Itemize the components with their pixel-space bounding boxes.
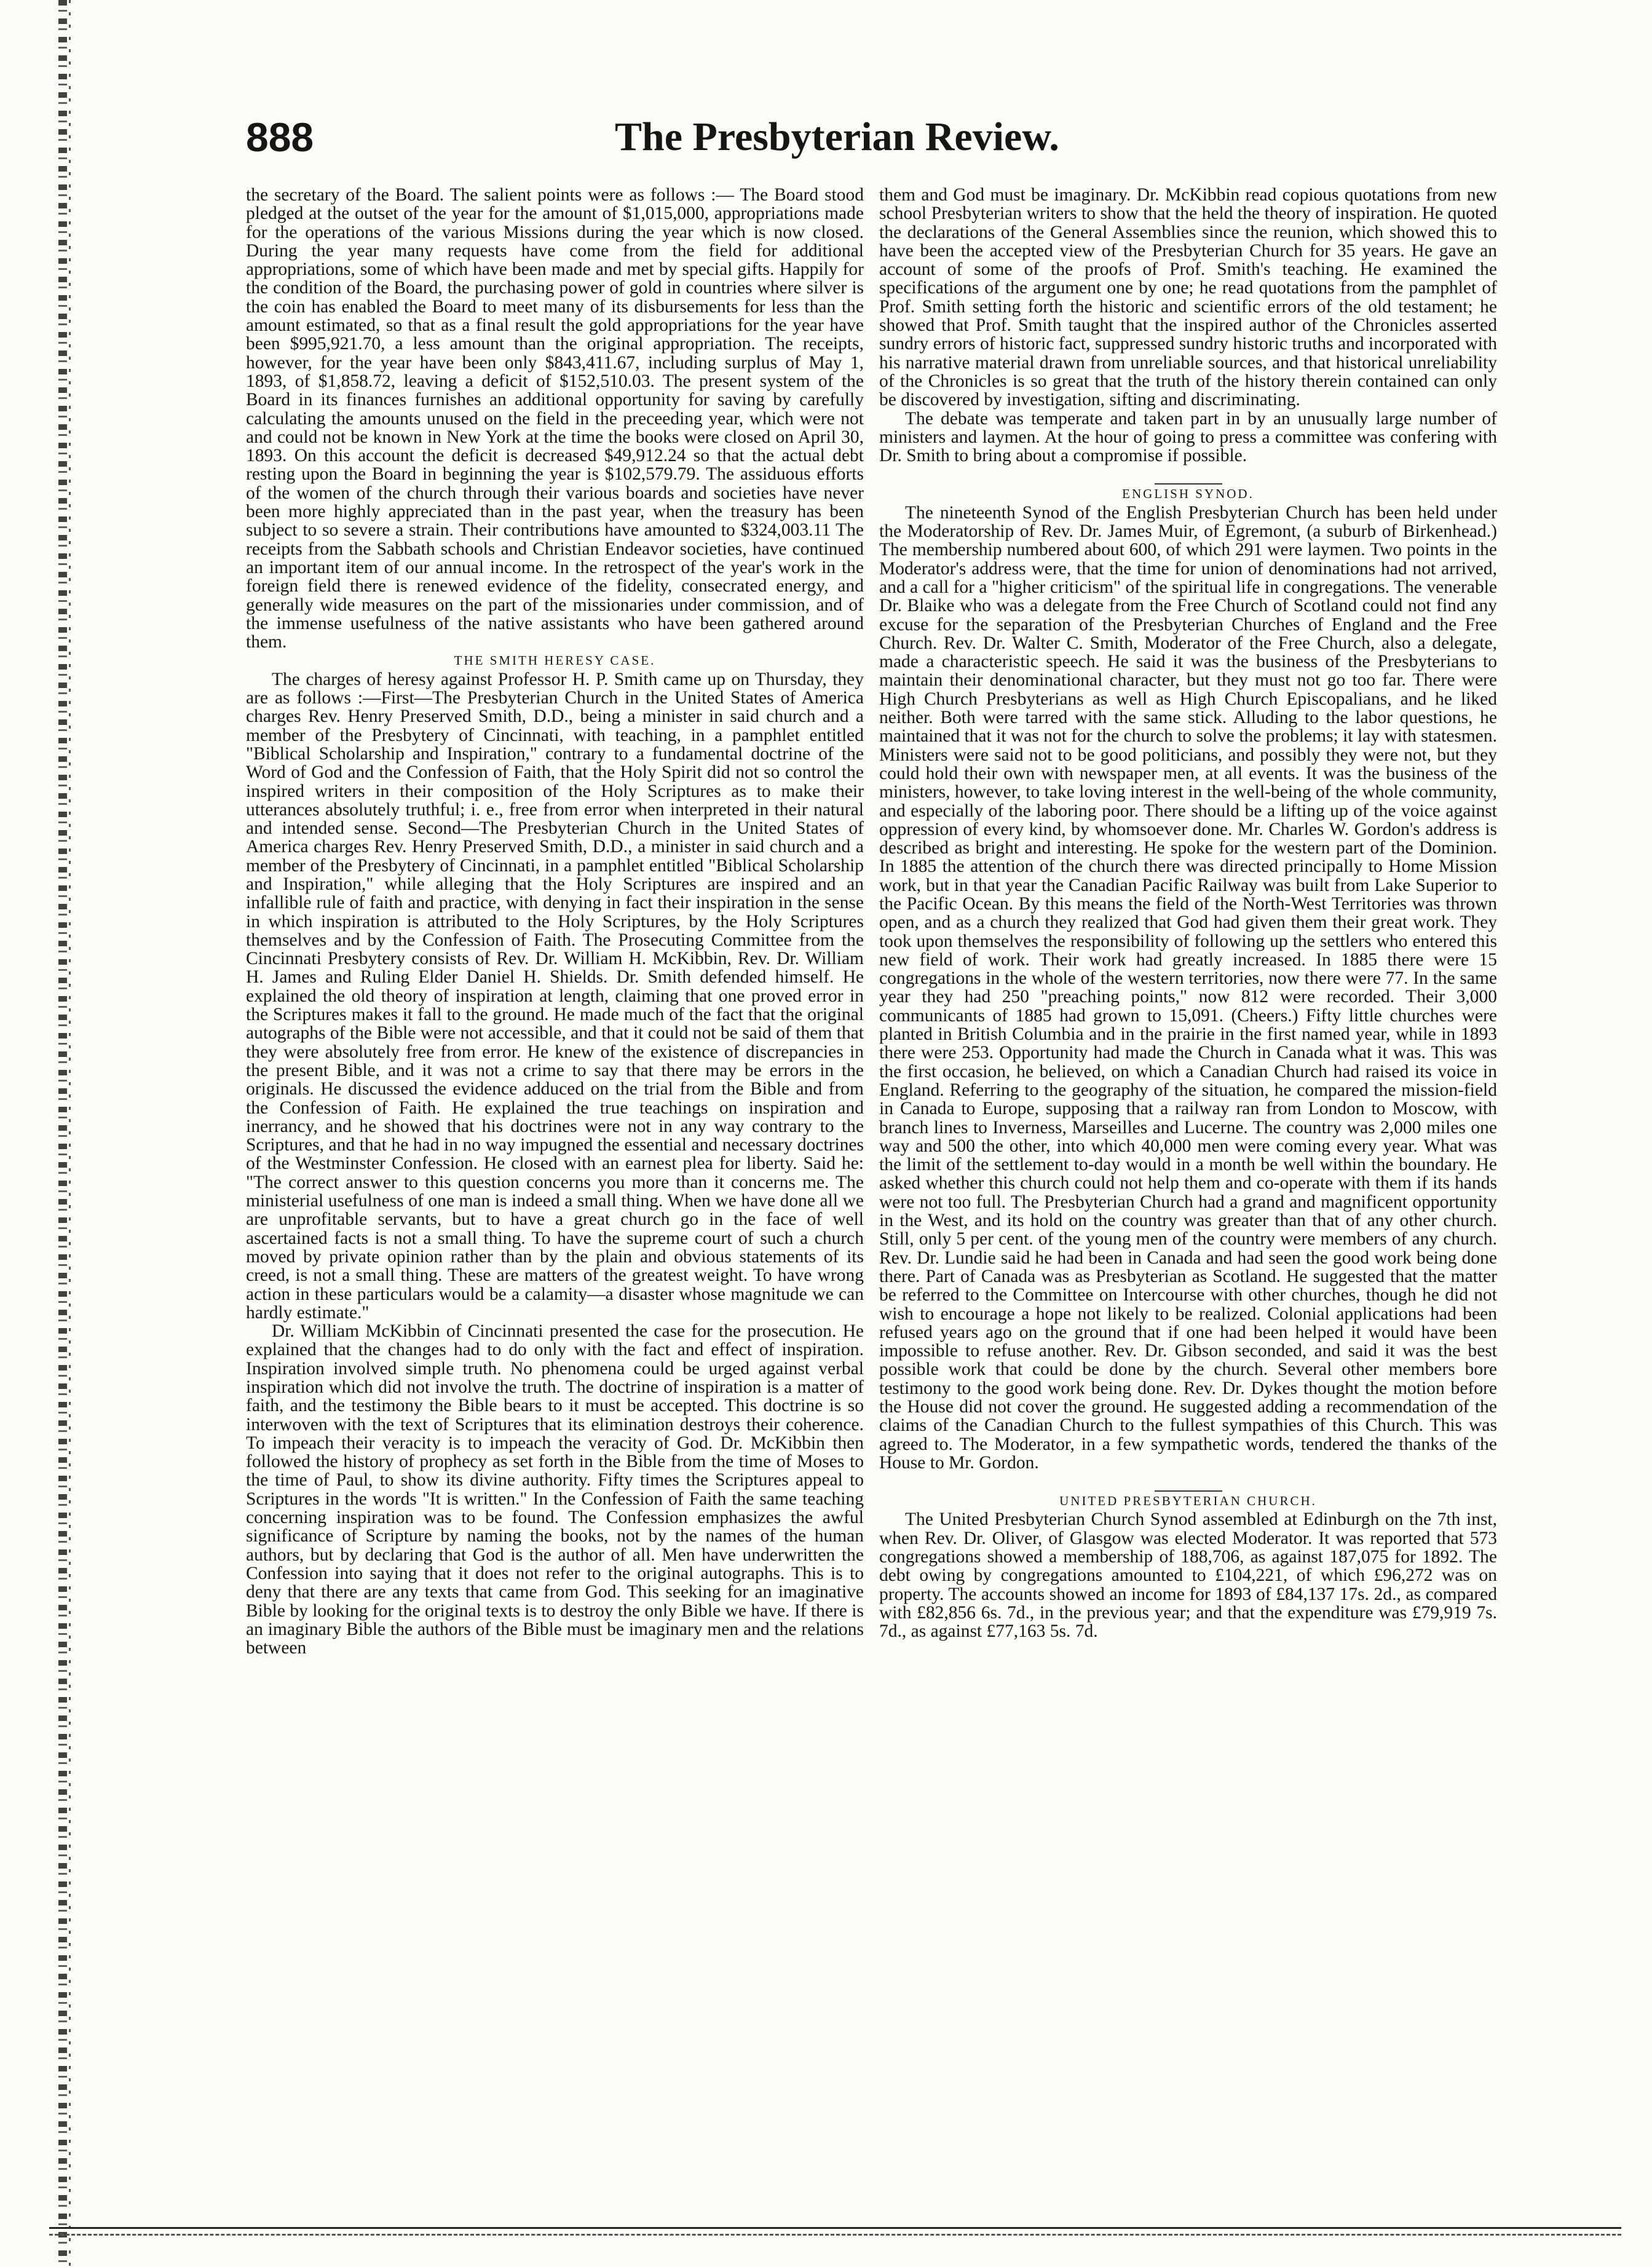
section-heading-smith-heresy: THE SMITH HERESY CASE. — [454, 653, 656, 668]
paragraph: them and God must be imaginary. Dr. McKibbin read copious quotations from new school Presbyterian writers to show that the held the theory of inspiration. He quoted the declarations of the General Assemblies since the reunion, which showed this to have been the accepted view of the Presbyterian Church for 35 years. He gave an account of some of the proofs of Prof. Smith's teaching. He examined the specifications of the argument one by one; he read quotations from the pamphlet of Prof. Smith setting forth the historic and scientific errors of the old testament; he showed that Prof. Smith taught that the inspired author of the Chronicles asserted sundry errors of historic fact, suppressed sundry historic truths and incorporated with his narrative material drawn from unreliable sources, and that historical unreliability of the Chronicles is so great that the truth of the history therein contained can only be discovered by investigation, sifting and discriminating. — [879, 185, 1497, 410]
paragraph: Dr. William McKibbin of Cincinnati presented the case for the prosecution. He explained that the changes had to do only with the fact and effect of inspiration. Inspiration involved simple truth. No phenomena could be urged against verbal inspiration which did not involve the truth. The doctrine of inspiration is a matter of faith, and the testimony the Bible bears to it must be accepted. This doctrine is so interwoven with the text of Scriptures that its elimination destroys their coherence. To impeach their veracity is to impeach the veracity of God. Dr. McKibbin then followed the history of prophecy as set forth in the Bible from the time of Moses to the time of Paul, to show its divine authority. Fifty times the Scriptures appeal to Scriptures in the words "It is written." In the Confession of Faith the same teaching concerning inspiration was to be found. The Confession emphasizes the awful significance of Scripture by naming the books, not by the names of the human authors, but by declaring that God is the author of all. Men have underwritten the Confession into saying that it does not refer to the original autographs. This is to deny that there are any texts that came from God. This seeking for an imaginative Bible by looking for the original texts is to destroy the only Bible we have. If there is an imaginary Bible the authors of the Bible must be imaginary men and the relations between — [246, 1321, 864, 1658]
paragraph: the secretary of the Board. The salient points were as follows :— The Board stood pledged at the outset of the year for the amount of $1,015,000, appropriations made for the operations of the various Missions during the year which is now closed. During the year many requests have come from the field for additional appropriations, some of which have been made and met by special gifts. Happily for the condition of the Board, the purchasing power of gold in countries where silver is the coin has enabled the Board to meet many of its disbursements for less than the amount estimated, so that as a final result the gold appropriations for the year have been $995,921.70, a less amount than the original appropriation. The receipts, however, for the year have been only $843,411.67, including surplus of May 1, 1893, of $1,858.72, leaving a deficit of $152,510.03. The present system of the Board in its finances furnishes an additional opportunity for saving by carefully calculating the amounts unused on the field in the preceeding year, which were not and could not be known in New York at the time the books were closed on April 30, 1893. On this account the deficit is decreased $49,912.24 so that the actual debt resting upon the Board in beginning the year is $102,579.79. The assiduous efforts of the women of the church through their various boards and societies have never been more highly appreciated than in the past year, when the treasury has been subject to so severe a strain. Their contributions have amounted to $324,003.11 The receipts from the Sabbath schools and Christian Endeavor societies, have continued an important item of our annual income. In the retrospect of the year's work in the foreign field there is renewed evidence of the fidelity, consecrated energy, and generally wide measures on the part of the missionaries under commission, and of the immense usefulness of the native assistants who have been gathered around them. — [246, 185, 864, 652]
scan-binding-edge — [58, 0, 67, 2267]
left-column — [246, 186, 864, 1657]
paragraph: The United Presbyterian Church Synod assembled at Edinburgh on the 7th inst, when Rev. Dr. Oliver, of Glasgow was elected Moderator. It was reported that 573 congregations showed a membership of 188,706, as against 187,075 for 1892. The debt owing by congregations amounted to £104,221, of which £96,272 was on property. The accounts showed an income for 1893 of £84,137 17s. 2d., as compared with £82,856 6s. 7d., in the previous year; and that the expenditure was £79,919 7s. 7d., as against £77,163 5s. 7d. — [879, 1509, 1497, 1642]
paragraph: The debate was temperate and taken part in by an unusually large number of ministers and laymen. At the hour of going to press a committee was confering with Dr. Smith to bring about a compromise if possible. — [879, 408, 1497, 466]
section-heading-english-synod: ENGLISH SYNOD. — [1122, 486, 1254, 502]
scan-binding-edge-marks — [69, 0, 71, 2267]
page-number: 888 — [246, 114, 314, 160]
paragraph: The charges of heresy against Professor H. P. Smith came up on Thursday, they are as follows :—First—The Presbyterian Church in the United States of America charges Rev. Henry Preserved Smith, D.D., being a minister in said church and a member of the Presbytery of Cincinnati, with teaching, in a pamphlet entitled "Biblical Scholarship and Inspiration," contrary to a fundamental doctrine of the Word of God and the Confession of Faith, that the Holy Spirit did not so control the inspired writers in their composition of the Holy Scriptures as to make their utterances absolutely truthful; i. e., free from error when interpreted in their natural and intended sense. Second—The Presbyterian Church in the United States of America charges Rev. Henry Preserved Smith, D.D., a minister in said church and a member of the Presbytery of Cincinnati, in a pamphlet entitled "Biblical Scholarship and Inspiration," while alleging that the Holy Scriptures are inspired and an infallible rule of faith and practice, with denying in fact their inspiration in the sense in which inspiration is attributed to the Holy Scriptures, by the Holy Scriptures themselves and by the Confession of Faith. The Prosecuting Committee from the Cincinnati Presbytery consists of Rev. Dr. William H. McKibbin, Rev. Dr. William H. James and Ruling Elder Daniel H. Shields. Dr. Smith defended himself. He explained the old theory of inspiration at length, claiming that one proved error in the Scriptures makes it fall to the ground. He made much of the fact that the original autographs of the Bible were not accessible, and that it could not be said of them that they were absolutely free from error. He knew of the existence of discrepancies in the present Bible, and it was not a crime to say that there may be errors in the originals. He discussed the evidence adduced on the trial from the Bible and from the Confession of Faith. He explained the true teachings on inspiration and inerrancy, and he showed that his doctrines were not in any way contrary to the Scriptures, and that he had in no way impugned the essential and necessary doctrines of the Westminster Confession. He closed with an earnest plea for liberty. Said he: "The correct answer to this question concerns you more than it concerns me. The ministerial usefulness of one man is indeed a small thing. When we have done all we are unprofitable servants, but to have a great church go in the face of well ascertained facts is not a small thing. To have the supreme court of such a church moved by private opinion rather than by the plain and obvious statements of its creed, is not a small thing. These are matters of the greatest weight. To have wrong action in these particulars would be a calamity—a disaster whose magnitude we can hardly estimate." — [246, 669, 864, 1323]
bottom-rule — [49, 2227, 1621, 2229]
bottom-scan-noise — [49, 2234, 1621, 2236]
paragraph: The nineteenth Synod of the English Presbyterian Church has been held under the Moderatorship of Rev. Dr. James Muir, of Egremont, (a suburb of Birkenhead.) The membership numbered about 600, of which 291 were laymen. Two points in the Moderator's address were, that the time for union of denominations had not arrived, and a call for a "higher criticism" of the spiritual life in congregations. The venerable Dr. Blaike who was a delegate from the Free Church of Scotland could not find any excuse for the separation of the Presbyterian Churches of England and the Free Church. Rev. Dr. Walter C. Smith, Moderator of the Free Church, also a delegate, made a characteristic speech. He said it was the business of the Presbyterians to maintain their denominational character, but they must not go too far. There were High Church Presbyterians as well as High Church Episcopalians, and he liked neither. Both were tarred with the same stick. Alluding to the labor questions, he maintained that it was not for the church to solve the problems; it lay with statesmen. Ministers were said not to be good politicians, and possibly they were not, but they could hold their own with newspaper men, at all events. It was the business of the ministers, however, to take loving interest in the well-being of the whole community, and especially of the laboring poor. There should be a lifting up of the voice against oppression of every kind, by whomsoever done. Mr. Charles W. Gordon's address is described as bright and interesting. He spoke for the western part of the Dominion. In 1885 the attention of the church there was directed principally to Home Mission work, but in that year the Canadian Pacific Railway was built from Lake Superior to the Pacific Ocean. By this means the field of the North-West Territories was thrown open, and as a church they realized that God had given them their great work. They took upon themselves the responsibility of following up the settlers who entered this new field of work. Their work had greatly increased. In 1885 there were 15 congregations in the whole of the western territories, now there were 77. In the same year they had 250 "preaching points," now 812 were recorded. Their 3,000 communicants of 1885 had grown to 15,091. (Cheers.) Fifty little churches were planted in British Columbia and in the prairie in the first named year, while in 1893 there were 253. Opportunity had made the Church in Canada what it was. This was the first occasion, he believed, on which a Canadian Church had raised its voice in England. Referring to the geography of the situation, he compared the mission-field in Canada to Europe, supposing that a railway ran from London to Moscow, with branch lines to Inverness, Marseilles and Lucerne. The country was 2,000 miles one way and 500 the other, into which 40,000 men were coming every year. What was the limit of the settlement to-day would in a month be well within the boundary. He asked whether this church could not help them and co-operate with them if its hands were not too full. The Presbyterian Church had a grand and magnificent opportunity in the West, and its hold on the country was greater than that of any other church. Still, only 5 per cent. of the young men of the country were members of any church. Rev. Dr. Lundie said he had been in Canada and had seen the good work being done there. Part of Canada was as Presbyterian as Scotland. He suggested that the matter be referred to the Committee on Intercourse with other churches, though he did not wish to encourage a hope not likely to be realized. Colonial applications had been refused years ago on the ground that if one had been helped it would have been impossible to refuse another. Rev. Dr. Gibson seconded, and said it was the best possible work that could be done by the church. Several other members bore testimony to the good work being done. Rev. Dr. Dykes thought the motion before the House did not cover the ground. He suggested adding a recommendation of the claims of the Canadian Church to the fullest sympathies of this Church. This was agreed to. The Moderator, in a few sympathetic words, tendered the thanks of the House to Mr. Gordon. — [879, 502, 1497, 1473]
running-title: The Presbyterian Review. — [615, 114, 1059, 159]
right-column — [879, 186, 1497, 1641]
section-heading-united-presbyterian: UNITED PRESBYTERIAN CHURCH. — [1059, 1494, 1317, 1509]
